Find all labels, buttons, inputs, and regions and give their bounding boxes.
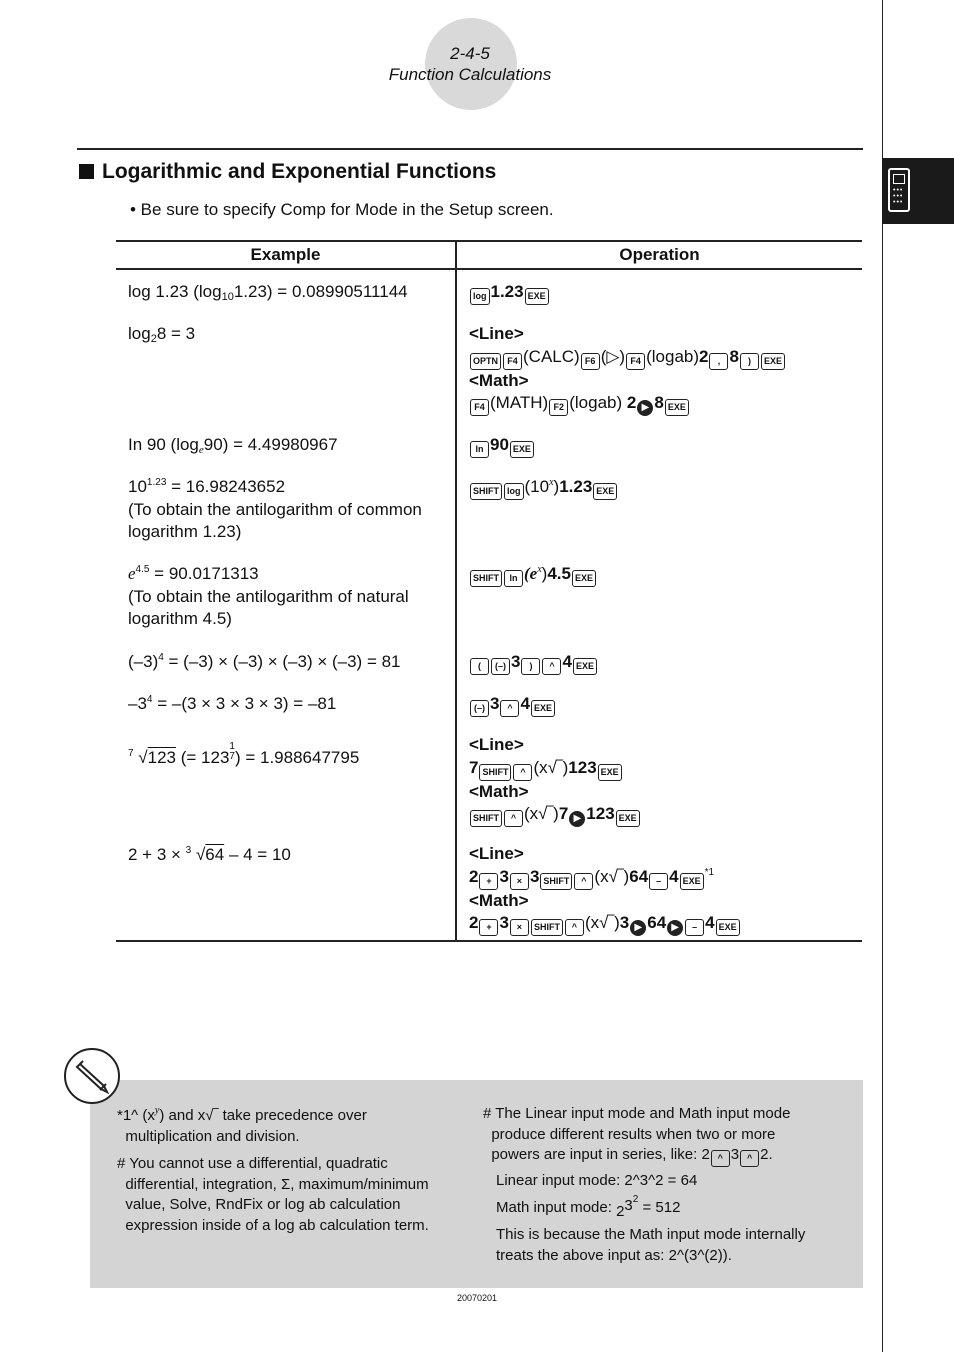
note-linear-result: Linear input mode: 2^3^2 = 64 bbox=[496, 1172, 698, 1189]
note-math-explanation: This is because the Math input mode internally treats the above input as: 2^(3^(2)). bbox=[496, 1226, 806, 1264]
exe-key: EXE bbox=[665, 399, 689, 416]
exe-key: EXE bbox=[680, 873, 704, 890]
log-key: log bbox=[504, 483, 524, 500]
caret-key: ^ bbox=[565, 919, 584, 936]
caret-key: ^ bbox=[500, 700, 519, 717]
log-key: log bbox=[470, 288, 490, 305]
operation-7th-root: <Line> 7 SHIFT ^ (x√‾)123 EXE <Math> SHIFT ^ (x√‾)7 ▶ 123 EXE bbox=[469, 734, 641, 827]
section-title: Logarithmic and Exponential Functions bbox=[79, 160, 496, 184]
f4-key: F4 bbox=[503, 353, 522, 370]
header-circle bbox=[425, 18, 517, 110]
caret-key: ^ bbox=[740, 1150, 759, 1167]
comma-key: , bbox=[709, 353, 728, 370]
shift-key: SHIFT bbox=[470, 570, 502, 587]
ln-key: ln bbox=[470, 441, 489, 458]
operation-neg3-power: ( (–) 3 ) ^ 4 EXE bbox=[469, 651, 598, 675]
pencil-icon bbox=[64, 1048, 120, 1104]
neg-key: (–) bbox=[470, 700, 489, 717]
example-minus3-power: $-3^4 = -(3 \times 3 \times 3 \times 3) = -81$ bbox=[128, 694, 337, 713]
neg-key: (–) bbox=[491, 658, 510, 675]
minus-key: – bbox=[685, 919, 704, 936]
square-bullet-icon bbox=[79, 164, 94, 179]
note-math-result: Math input mode: $2^{32} = 512$ bbox=[496, 1194, 681, 1220]
exe-key: EXE bbox=[761, 353, 785, 370]
operation-10x: SHIFT log (10$^x$)1.23 EXE bbox=[469, 476, 618, 500]
operation-cube-root: <Line> 2 + 3 × 3 SHIFT ^ (x√‾)64 – 4 $EXE^{*1}$ <Math> 2 + 3 × SHIFT ^ (x√‾)3 ▶ 64 ▶ – 4 EXE bbox=[469, 843, 741, 936]
lparen-key: ( bbox=[470, 658, 489, 675]
footer-code: 20070201 bbox=[456, 1293, 498, 1303]
f2-key: F2 bbox=[549, 399, 568, 416]
plus-key: + bbox=[479, 919, 498, 936]
example-ex: $e^{4.5} = 90.0171313$ (To obtain the antilogarithm of natural logarithm 4.5) bbox=[128, 564, 409, 628]
right-arrow-icon: ▶ bbox=[637, 400, 653, 416]
f6-key: F6 bbox=[581, 353, 600, 370]
f4-key: F4 bbox=[626, 353, 645, 370]
shift-key: SHIFT bbox=[470, 483, 502, 500]
example-7th-root: $^7$ √123 (= 1231 7) = 1.988647795 bbox=[128, 741, 360, 767]
page-number: 2-4-5 bbox=[450, 44, 490, 63]
optn-key: OPTN bbox=[470, 353, 501, 370]
note-log-ab-limits: # You cannot use a differential, quadratic differential, integration, Σ, maximum/minimum value, Solve, RndFix or log ab calculation expression inside of a log ab calculation term. bbox=[117, 1155, 429, 1234]
exe-key: EXE bbox=[616, 810, 640, 827]
caret-key: ^ bbox=[542, 658, 561, 675]
calculator-icon bbox=[888, 168, 910, 212]
example-cube-root: 2 + 3 × $^3$ √64 – 4 = 10 bbox=[128, 845, 291, 864]
caret-key: ^ bbox=[504, 810, 523, 827]
exe-key: EXE bbox=[525, 288, 549, 305]
f4-key: F4 bbox=[470, 399, 489, 416]
operation-ex: SHIFT $\ln (e^x)4.5$ EXE bbox=[469, 563, 597, 587]
example-ln: In 90 $(\log_e90) = 4.49980967$ bbox=[128, 435, 338, 456]
ln-key: ln bbox=[504, 570, 523, 587]
col-header-example: Example bbox=[250, 245, 321, 264]
exe-key: EXE bbox=[593, 483, 617, 500]
rparen-key: ) bbox=[740, 353, 759, 370]
example-log: log 1.23 $(\log_{10}1.23) = 0.08990511144$ bbox=[128, 282, 408, 303]
exe-key: EXE bbox=[572, 570, 596, 587]
right-arrow-icon: ▶ bbox=[569, 811, 585, 827]
operation-minus3-power: (–) 3 ^ 4 EXE bbox=[469, 693, 556, 717]
caret-key: ^ bbox=[513, 764, 532, 781]
chapter-title: Function Calculations bbox=[388, 65, 552, 84]
operation-ln: ln 90 EXE bbox=[469, 434, 535, 458]
right-arrow-icon: ▶ bbox=[630, 920, 646, 936]
minus-key: – bbox=[649, 873, 668, 890]
note-input-modes: # The Linear input mode and Math input mode produce different results when two or more powers are input in series, like: 2 ^ 3 ^ 2. bbox=[483, 1104, 790, 1167]
caret-key: ^ bbox=[711, 1150, 730, 1167]
shift-key: SHIFT bbox=[531, 919, 563, 936]
chapter-tab bbox=[882, 158, 954, 224]
times-key: × bbox=[510, 919, 529, 936]
exe-key: EXE bbox=[598, 764, 622, 781]
right-arrow-icon: ▶ bbox=[667, 920, 683, 936]
note-precedence: *1^ $(x^y)$ and x√‾ take precedence over multiplication and division. bbox=[117, 1105, 367, 1145]
exe-key: EXE bbox=[716, 919, 740, 936]
shift-key: SHIFT bbox=[540, 873, 572, 890]
setup-note: • Be sure to specify Comp for Mode in the Setup screen. bbox=[130, 200, 554, 219]
col-header-operation: Operation bbox=[619, 245, 700, 264]
caret-key: ^ bbox=[574, 873, 593, 890]
operation-log: log 1.23 EXE bbox=[469, 281, 550, 305]
example-neg3-power: $(-3)^4 = (-3) \times (-3) \times (-3) \times (-3) = 81$ bbox=[128, 652, 401, 671]
shift-key: SHIFT bbox=[479, 764, 511, 781]
plus-key: + bbox=[479, 873, 498, 890]
section-rule bbox=[77, 148, 863, 150]
exe-key: EXE bbox=[510, 441, 534, 458]
exe-key: EXE bbox=[531, 700, 555, 717]
times-key: × bbox=[510, 873, 529, 890]
example-log2: $\log_28 = 3$ bbox=[128, 324, 196, 345]
exe-key: EXE bbox=[573, 658, 597, 675]
operation-log2: <Line> OPTN F4 (CALC) F6 (▷) F4 (logab)2 , 8 ) EXE <Math> F4 (MATH) F2 (logab) 2 ▶ 8 EXE bbox=[469, 323, 786, 416]
example-10x: $10^{1.23} = 16.98243652$ (To obtain the antilogarithm of common logarithm 1.23) bbox=[128, 477, 422, 541]
shift-key: SHIFT bbox=[470, 810, 502, 827]
rparen-key: ) bbox=[521, 658, 540, 675]
